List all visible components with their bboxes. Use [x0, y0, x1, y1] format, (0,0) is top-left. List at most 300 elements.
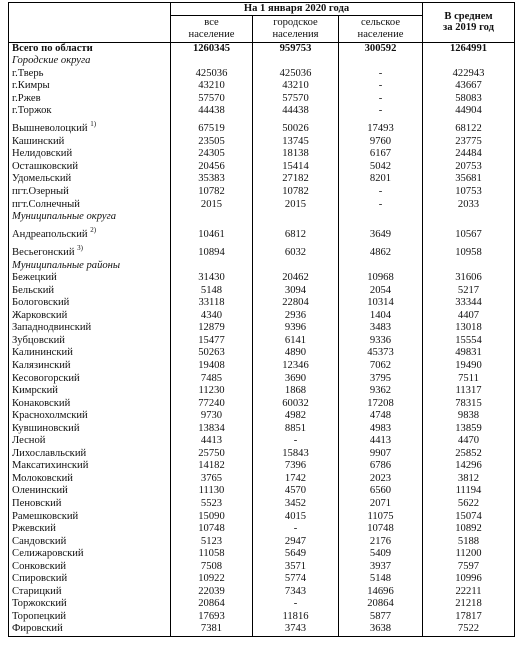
- territory-name-text: г.Ржев: [12, 92, 41, 104]
- territory-name-text: Калязинский: [12, 359, 71, 371]
- cell-all: 10922: [171, 573, 253, 586]
- territory-name: [9, 42, 171, 55]
- cell-all: 1260345: [171, 42, 253, 55]
- header-urban-population: [253, 15, 339, 42]
- cell-avg: 13859: [423, 423, 515, 436]
- cell-rural: 5877: [339, 611, 423, 624]
- cell-urban: 10782: [253, 186, 339, 199]
- territory-name-text: Удомельский: [12, 173, 72, 185]
- table-row: [9, 511, 515, 524]
- territory-name-text: Лесной: [12, 435, 46, 447]
- cell-urban: 5774: [253, 573, 339, 586]
- cell-avg: 13018: [423, 322, 515, 335]
- cell-avg: 35681: [423, 173, 515, 186]
- cell-urban: 3452: [253, 498, 339, 511]
- cell-all: 24305: [171, 148, 253, 161]
- cell-all: 20864: [171, 598, 253, 611]
- table-row: [9, 523, 515, 536]
- cell-rural: 10748: [339, 523, 423, 536]
- cell-all: 35383: [171, 173, 253, 186]
- cell-all: 2015: [171, 199, 253, 212]
- cell-all: 77240: [171, 398, 253, 411]
- territory-name: [9, 423, 171, 436]
- territory-name-text: пгт.Солнечный: [12, 198, 80, 210]
- cell-urban: 60032: [253, 398, 339, 411]
- cell-avg: 10996: [423, 573, 515, 586]
- cell-avg: [423, 55, 515, 68]
- cell-all: 57570: [171, 93, 253, 106]
- cell-urban: 27182: [253, 173, 339, 186]
- cell-urban: -: [253, 523, 339, 536]
- cell-avg: 2033: [423, 199, 515, 212]
- cell-urban: 6141: [253, 335, 339, 348]
- cell-avg: 22211: [423, 586, 515, 599]
- cell-rural: 8201: [339, 173, 423, 186]
- cell-avg: 21218: [423, 598, 515, 611]
- cell-avg: 58083: [423, 93, 515, 106]
- cell-avg: 68122: [423, 118, 515, 136]
- territory-name-text: Молоковский: [12, 472, 73, 484]
- cell-rural: 3638: [339, 623, 423, 636]
- footnote-marker: 1): [90, 120, 97, 129]
- cell-rural: 11075: [339, 511, 423, 524]
- territory-name: [9, 523, 171, 536]
- cell-all: 17693: [171, 611, 253, 624]
- cell-urban: -: [253, 435, 339, 448]
- cell-urban: 15843: [253, 448, 339, 461]
- cell-urban: 2947: [253, 536, 339, 549]
- cell-avg: 5188: [423, 536, 515, 549]
- cell-avg: 11194: [423, 485, 515, 498]
- territory-name: [9, 285, 171, 298]
- cell-avg: 25852: [423, 448, 515, 461]
- cell-rural: [339, 55, 423, 68]
- territory-name: [9, 511, 171, 524]
- header-all-population: [171, 15, 253, 42]
- territory-name-text: Кувшиновский: [12, 422, 80, 434]
- territory-name: [9, 93, 171, 106]
- territory-name: [9, 598, 171, 611]
- territory-name-text: пгт.Озерный: [12, 185, 69, 197]
- table-row: [9, 398, 515, 411]
- table-row: [9, 161, 515, 174]
- cell-all: 22039: [171, 586, 253, 599]
- table-row: [9, 80, 515, 93]
- table-row: [9, 598, 515, 611]
- cell-all: 425036: [171, 68, 253, 81]
- cell-avg: 15554: [423, 335, 515, 348]
- cell-rural: -: [339, 105, 423, 118]
- territory-name-text: Вышневолоцкий: [12, 123, 88, 135]
- cell-all: 7508: [171, 561, 253, 574]
- cell-all: 15477: [171, 335, 253, 348]
- header-all-label: все население: [188, 17, 235, 40]
- cell-all: 12879: [171, 322, 253, 335]
- territory-name: [9, 485, 171, 498]
- population-table: [8, 2, 515, 637]
- cell-urban: 6032: [253, 242, 339, 260]
- cell-all: 31430: [171, 272, 253, 285]
- header-urban-label: городское населения: [272, 17, 319, 40]
- cell-urban: 50026: [253, 118, 339, 136]
- cell-urban: 3690: [253, 373, 339, 386]
- cell-urban: 2015: [253, 199, 339, 212]
- territory-name: [9, 498, 171, 511]
- territory-name-text: Сонковский: [12, 560, 67, 572]
- cell-urban: 18138: [253, 148, 339, 161]
- cell-rural: 300592: [339, 42, 423, 55]
- cell-all: 15090: [171, 511, 253, 524]
- table-row: [9, 285, 515, 298]
- section-header-row: [9, 211, 515, 224]
- cell-urban: 4015: [253, 511, 339, 524]
- table-row: [9, 485, 515, 498]
- table-row: [9, 347, 515, 360]
- table-row: [9, 623, 515, 636]
- table-row: [9, 136, 515, 149]
- territory-name: [9, 136, 171, 149]
- cell-avg: 422943: [423, 68, 515, 81]
- header-group-title: На 1 января 2020 года: [171, 3, 423, 16]
- territory-name-text: Муниципальные округа: [12, 211, 117, 223]
- cell-avg: 10892: [423, 523, 515, 536]
- population-table-container: [8, 2, 514, 637]
- table-row: [9, 242, 515, 260]
- cell-avg: 7597: [423, 561, 515, 574]
- territory-name-text: Бежецкий: [12, 272, 57, 284]
- cell-avg: 4407: [423, 310, 515, 323]
- table-row: [9, 105, 515, 118]
- cell-rural: 9336: [339, 335, 423, 348]
- cell-rural: -: [339, 93, 423, 106]
- territory-name-text: Оленинский: [12, 485, 68, 497]
- territory-name-text: Кимрский: [12, 385, 58, 397]
- table-row: [9, 148, 515, 161]
- section-header-row: [9, 55, 515, 68]
- cell-urban: 4982: [253, 410, 339, 423]
- table-header: [9, 3, 515, 43]
- cell-all: 5523: [171, 498, 253, 511]
- territory-name-text: Андреапольский: [12, 229, 88, 241]
- cell-avg: 11317: [423, 385, 515, 398]
- cell-avg: 10567: [423, 224, 515, 242]
- cell-all: 67519: [171, 118, 253, 136]
- table-row: [9, 335, 515, 348]
- territory-name-text: Бельский: [12, 284, 55, 296]
- cell-all: 7381: [171, 623, 253, 636]
- cell-rural: 7062: [339, 360, 423, 373]
- territory-name: [9, 80, 171, 93]
- cell-rural: 17493: [339, 118, 423, 136]
- cell-rural: 5409: [339, 548, 423, 561]
- cell-avg: 33344: [423, 297, 515, 310]
- cell-rural: 9760: [339, 136, 423, 149]
- territory-name: [9, 385, 171, 398]
- cell-rural: -: [339, 199, 423, 212]
- territory-name-text: Западнодвинский: [12, 322, 92, 334]
- cell-rural: 2023: [339, 473, 423, 486]
- cell-urban: [253, 260, 339, 273]
- cell-urban: 44438: [253, 105, 339, 118]
- table-row: [9, 322, 515, 335]
- cell-rural: 3795: [339, 373, 423, 386]
- cell-avg: 17817: [423, 611, 515, 624]
- cell-rural: 10968: [339, 272, 423, 285]
- cell-rural: 45373: [339, 347, 423, 360]
- section-header-row: [9, 260, 515, 273]
- territory-name: [9, 173, 171, 186]
- table-row: [9, 498, 515, 511]
- cell-all: 9730: [171, 410, 253, 423]
- cell-all: 33118: [171, 297, 253, 310]
- section-title: [9, 260, 171, 273]
- cell-avg: 3812: [423, 473, 515, 486]
- cell-urban: 4890: [253, 347, 339, 360]
- cell-all: 50263: [171, 347, 253, 360]
- territory-name: [9, 105, 171, 118]
- table-row: [9, 173, 515, 186]
- cell-avg: 31606: [423, 272, 515, 285]
- territory-name: [9, 435, 171, 448]
- cell-all: 44438: [171, 105, 253, 118]
- territory-name-text: Торопецкий: [12, 610, 67, 622]
- territory-name: [9, 272, 171, 285]
- cell-rural: 2176: [339, 536, 423, 549]
- territory-name: [9, 548, 171, 561]
- cell-all: 5148: [171, 285, 253, 298]
- cell-all: [171, 260, 253, 273]
- table-row: [9, 448, 515, 461]
- table-row: [9, 423, 515, 436]
- cell-urban: 4570: [253, 485, 339, 498]
- cell-all: [171, 211, 253, 224]
- cell-avg: 44904: [423, 105, 515, 118]
- cell-urban: 43210: [253, 80, 339, 93]
- territory-name: [9, 347, 171, 360]
- table-row: [9, 611, 515, 624]
- territory-name-text: Фировский: [12, 623, 63, 635]
- cell-urban: 8851: [253, 423, 339, 436]
- cell-avg: 24484: [423, 148, 515, 161]
- table-row: [9, 93, 515, 106]
- table-row: [9, 473, 515, 486]
- cell-avg: [423, 260, 515, 273]
- table-row: [9, 460, 515, 473]
- territory-name-text: Бологовский: [12, 297, 70, 309]
- cell-rural: 5148: [339, 573, 423, 586]
- cell-avg: 4470: [423, 435, 515, 448]
- table-row: [9, 199, 515, 212]
- cell-avg: 23775: [423, 136, 515, 149]
- cell-avg: 5217: [423, 285, 515, 298]
- cell-rural: 4748: [339, 410, 423, 423]
- cell-urban: 11816: [253, 611, 339, 624]
- cell-urban: 7343: [253, 586, 339, 599]
- cell-rural: -: [339, 186, 423, 199]
- header-rural-label: сельское население: [357, 17, 404, 40]
- cell-all: 11058: [171, 548, 253, 561]
- table-row: [9, 118, 515, 136]
- territory-name-text: Лихославльский: [12, 447, 87, 459]
- territory-name: [9, 536, 171, 549]
- cell-rural: 6786: [339, 460, 423, 473]
- territory-name: [9, 623, 171, 636]
- territory-name: [9, 161, 171, 174]
- territory-name: [9, 297, 171, 310]
- cell-rural: 17208: [339, 398, 423, 411]
- territory-name-text: Городские округа: [12, 55, 91, 67]
- territory-name-text: Старицкий: [12, 585, 62, 597]
- cell-urban: 13745: [253, 136, 339, 149]
- header-rural-population: [339, 15, 423, 42]
- cell-avg: 1264991: [423, 42, 515, 55]
- cell-rural: 2071: [339, 498, 423, 511]
- cell-rural: 6167: [339, 148, 423, 161]
- table-row: [9, 385, 515, 398]
- section-title: [9, 55, 171, 68]
- table-row: [9, 435, 515, 448]
- cell-all: 13834: [171, 423, 253, 436]
- cell-avg: 49831: [423, 347, 515, 360]
- cell-all: 10894: [171, 242, 253, 260]
- territory-name-text: Весьегонский: [12, 247, 75, 259]
- territory-name: [9, 68, 171, 81]
- cell-urban: -: [253, 598, 339, 611]
- cell-all: 5123: [171, 536, 253, 549]
- cell-urban: 3571: [253, 561, 339, 574]
- territory-name-text: г.Кимры: [12, 80, 50, 92]
- table-row: [9, 410, 515, 423]
- table-row: [9, 536, 515, 549]
- cell-rural: 6560: [339, 485, 423, 498]
- footnote-marker: 2): [90, 226, 97, 235]
- cell-rural: 4983: [339, 423, 423, 436]
- cell-avg: [423, 211, 515, 224]
- territory-name-text: Спировский: [12, 573, 68, 585]
- cell-avg: 78315: [423, 398, 515, 411]
- territory-name-text: Калининский: [12, 347, 73, 359]
- territory-name-text: Краснохолмский: [12, 410, 88, 422]
- cell-rural: 14696: [339, 586, 423, 599]
- table-row: [9, 272, 515, 285]
- cell-urban: 57570: [253, 93, 339, 106]
- territory-name: [9, 310, 171, 323]
- cell-urban: 959753: [253, 42, 339, 55]
- cell-avg: 43667: [423, 80, 515, 93]
- table-row: [9, 548, 515, 561]
- territory-name-text: Жарковский: [12, 309, 68, 321]
- territory-name: [9, 611, 171, 624]
- footnote-marker: 3): [77, 244, 84, 253]
- section-title: [9, 211, 171, 224]
- table-row: [9, 68, 515, 81]
- territory-name: [9, 410, 171, 423]
- total-row: [9, 42, 515, 55]
- territory-name: [9, 118, 171, 136]
- cell-urban: 1868: [253, 385, 339, 398]
- territory-name-text: Осташковский: [12, 160, 79, 172]
- territory-name: [9, 322, 171, 335]
- table-row: [9, 561, 515, 574]
- territory-name-text: Сандовский: [12, 535, 67, 547]
- cell-rural: [339, 211, 423, 224]
- territory-name-text: Торжокский: [12, 598, 67, 610]
- cell-avg: 7511: [423, 373, 515, 386]
- territory-name-text: г.Тверь: [12, 67, 44, 79]
- cell-avg: 10958: [423, 242, 515, 260]
- cell-all: 3765: [171, 473, 253, 486]
- cell-rural: 10314: [339, 297, 423, 310]
- territory-name-text: Ржевский: [12, 523, 56, 535]
- cell-avg: 11200: [423, 548, 515, 561]
- cell-all: 4413: [171, 435, 253, 448]
- cell-all: 11130: [171, 485, 253, 498]
- territory-name: [9, 224, 171, 242]
- cell-avg: 7522: [423, 623, 515, 636]
- cell-urban: 22804: [253, 297, 339, 310]
- cell-avg: 10753: [423, 186, 515, 199]
- territory-name: [9, 335, 171, 348]
- territory-name-text: Кашинский: [12, 135, 65, 147]
- cell-all: 7485: [171, 373, 253, 386]
- cell-rural: -: [339, 68, 423, 81]
- territory-name: [9, 199, 171, 212]
- territory-name: [9, 186, 171, 199]
- cell-urban: 1742: [253, 473, 339, 486]
- territory-name: [9, 473, 171, 486]
- cell-avg: 20753: [423, 161, 515, 174]
- territory-name-text: Муниципальные районы: [12, 259, 121, 271]
- cell-urban: 425036: [253, 68, 339, 81]
- cell-avg: 14296: [423, 460, 515, 473]
- table-row: [9, 586, 515, 599]
- territory-name-text: Селижаровский: [12, 548, 84, 560]
- cell-rural: 1404: [339, 310, 423, 323]
- cell-avg: 19490: [423, 360, 515, 373]
- cell-urban: 6812: [253, 224, 339, 242]
- territory-name: [9, 242, 171, 260]
- cell-urban: 7396: [253, 460, 339, 473]
- territory-name-text: Пеновский: [12, 498, 62, 509]
- territory-name: [9, 360, 171, 373]
- cell-all: 10748: [171, 523, 253, 536]
- cell-urban: 3743: [253, 623, 339, 636]
- territory-name: [9, 448, 171, 461]
- cell-rural: 20864: [339, 598, 423, 611]
- cell-rural: 9907: [339, 448, 423, 461]
- table-row: [9, 310, 515, 323]
- cell-all: 23505: [171, 136, 253, 149]
- cell-all: 19408: [171, 360, 253, 373]
- table-row: [9, 224, 515, 242]
- cell-rural: [339, 260, 423, 273]
- cell-all: 20456: [171, 161, 253, 174]
- territory-name: [9, 398, 171, 411]
- territory-name: [9, 373, 171, 386]
- cell-urban: 2936: [253, 310, 339, 323]
- cell-urban: 3094: [253, 285, 339, 298]
- table-row: [9, 360, 515, 373]
- cell-all: [171, 55, 253, 68]
- table-row: [9, 573, 515, 586]
- table-row: [9, 186, 515, 199]
- cell-urban: 20462: [253, 272, 339, 285]
- cell-rural: 3649: [339, 224, 423, 242]
- cell-avg: 5622: [423, 498, 515, 511]
- cell-rural: 4413: [339, 435, 423, 448]
- cell-urban: 9396: [253, 322, 339, 335]
- table-row: [9, 373, 515, 386]
